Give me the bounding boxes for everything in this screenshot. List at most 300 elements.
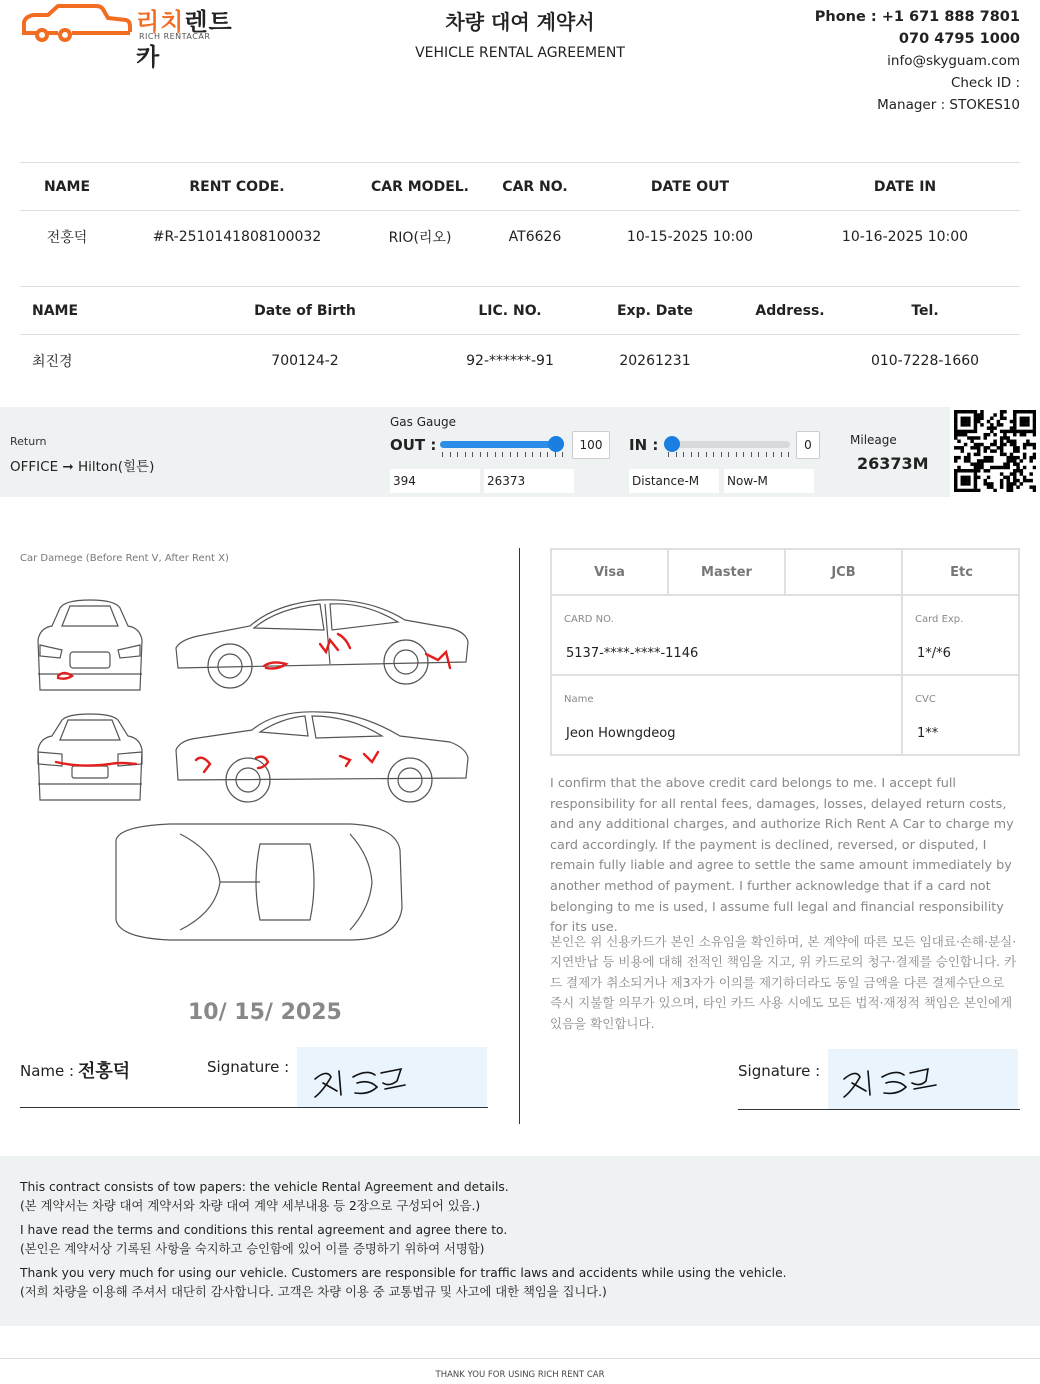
qr-module [1010,420,1013,423]
qr-module [993,426,996,429]
qr-module [977,413,980,416]
qr-module [1010,459,1013,462]
qr-module [1026,440,1029,443]
qr-module [961,449,964,452]
qr-module [1023,456,1026,459]
qr-module [1006,430,1009,433]
qr-module [984,459,987,462]
qr-module [964,430,967,433]
renter-name: 전홍덕 [46,229,88,246]
qr-module [1013,430,1016,433]
gauge-tick [676,452,677,457]
qr-module [954,430,957,433]
qr-module [1016,446,1019,449]
qr-module [1033,456,1036,459]
qr-module [1000,446,1003,449]
qr-module [1013,479,1016,482]
car-front-view [38,600,142,690]
qr-module [984,479,987,482]
qr-module [984,433,987,436]
qr-module [1010,482,1013,485]
notice-ko: 본인은 위 신용카드가 본인 소유임을 확인하며, 본 계약에 따른 모든 임대료·손해·분실·지연반납 등 비용에 대해 전적인 책임을 지고, 위 카드로의 청구·결제를 승인합니다. 카드 결제가 취소되거나 제3자가 이의를 제기하더라도 동일 금액을 다른 결제수단으로 즉시 지불할 의무가 있으며, 타인 카드 사용 시에도 모든 법적·재정적 책임은 본인에게 있음을 확인합니다. [550,934,1017,1031]
qr-module [1016,410,1019,413]
qr-module [1023,446,1026,449]
qr-module [1016,469,1019,472]
gas-out-ticks [442,452,562,458]
date-in: 10-16-2025 10:00 [841,228,969,245]
gauge-tick [465,452,466,457]
driver-lic-no: 92-******-91 [466,352,554,369]
qr-module [974,420,977,423]
qr-module [1020,430,1023,433]
qr-module [1023,453,1026,456]
qr-module [967,417,970,420]
qr-module [1033,426,1036,429]
gauge-tick [555,452,556,457]
qr-module [1003,443,1006,446]
qr-module [970,436,973,439]
in-now-field[interactable]: Now-M [724,469,814,493]
qr-module [1029,443,1032,446]
driver-table [20,286,1020,387]
qr-module [984,482,987,485]
qr-module [1000,466,1003,469]
phone: Phone : +1 671 888 7801 [814,9,1020,25]
qr-module [1006,436,1009,439]
qr-module [954,479,957,482]
gauge-tick [517,452,518,457]
out-distance-field[interactable]: 394 [390,469,480,493]
check-id: Check ID : [950,75,1020,91]
qr-module [997,466,1000,469]
out-now-field[interactable]: 26373 [484,469,574,493]
mileage-label: Mileage [850,433,897,447]
gas-in-knob[interactable] [664,436,680,452]
qr-module [1016,466,1019,469]
qr-module [964,417,967,420]
brand-name-rest: 렌트카 [136,8,233,71]
qr-module [1010,485,1013,488]
damage-date: 10/ 15/ 2025 [188,1000,342,1025]
term-2-ko: (본인은 계약서상 기록된 사항을 숙지하고 승인함에 있어 이를 증명하기 위하여 서명함) [20,1241,485,1256]
qr-module [967,459,970,462]
qr-module [1023,423,1026,426]
qr-module [1020,482,1023,485]
qr-module [954,472,957,475]
qr-module [1023,466,1026,469]
qr-module [977,489,980,492]
qr-module [1006,482,1009,485]
date-out: 10-15-2025 10:00 [626,228,754,245]
col-car-model: CAR MODEL. [360,163,480,211]
qr-module [993,413,996,416]
signature-icon [828,1049,1018,1109]
gauge-tick [781,452,782,457]
qr-module [1010,440,1013,443]
qr-module [957,446,960,449]
qr-module [954,459,957,462]
qr-module [990,485,993,488]
gauge-tick [495,452,496,457]
qr-module [961,420,964,423]
gauge-tick [668,452,669,457]
qr-module [967,479,970,482]
term-3 [20,1264,1020,1301]
qr-module [974,443,977,446]
qr-module [990,459,993,462]
car-side-view-left [176,712,468,802]
qr-module [954,476,957,479]
col-address: Address. [750,287,830,335]
qr-module [1003,436,1006,439]
col-date-out: DATE OUT [590,163,790,211]
qr-module [990,456,993,459]
qr-module [974,426,977,429]
qr-module [970,446,973,449]
qr-module [1000,449,1003,452]
card-brand-jcb[interactable]: JCB [786,550,903,596]
gauge-tick [472,452,473,457]
qr-module [967,430,970,433]
gas-out-fill [440,441,564,448]
email: info@skyguam.com [887,53,1020,69]
card-no-cell [552,596,903,676]
qr-module [1033,446,1036,449]
qr-module [1020,417,1023,420]
qr-module [954,410,957,413]
gauge-tick [502,452,503,457]
qr-module [1013,469,1016,472]
signature-label: Signature : [207,1058,290,1076]
table-row [20,335,1020,387]
qr-module [984,469,987,472]
qr-module [1033,417,1036,420]
card-cvc-value[interactable]: 1** [917,726,939,741]
qr-module [974,446,977,449]
qr-module [1016,456,1019,459]
car-logo-icon [18,2,134,46]
qr-module [954,469,957,472]
qr-module [977,449,980,452]
gauge-tick [706,452,707,457]
card-panel [550,548,1020,756]
qr-module [1020,459,1023,462]
card-brand-master[interactable]: Master [669,550,786,596]
card-no-value[interactable]: 5137-****-****-1146 [566,646,699,661]
gas-out-knob[interactable] [548,436,564,452]
qr-module [1029,479,1032,482]
qr-module [1000,485,1003,488]
qr-module [967,489,970,492]
qr-module [967,469,970,472]
qr-module [1013,413,1016,416]
qr-module [1026,420,1029,423]
signature-pad[interactable] [297,1047,487,1107]
footer-divider [0,1358,1040,1359]
qr-module [1010,430,1013,433]
qr-module [1023,430,1026,433]
gas-out-slider[interactable] [440,441,564,448]
qr-module [987,459,990,462]
qr-module [984,449,987,452]
qr-module [977,420,980,423]
term-1-ko: (본 계약서는 차량 대여 계약서와 차량 대여 계약 세부내용 등 2장으로 구성되어 있음.) [20,1198,481,1213]
gauge-tick [788,452,789,457]
notice-en: I confirm that the above credit card belongs to me. I accept full responsibility for all rental fees, damages, losses, delayed return costs, and any additional charges, and authorize Rich Rent A Car to charge my card accordingly. If the payment is declined, reversed, or disputed, I remain fully liable and agree to settle the same amount immediately by another method of payment. I further acknowledge that if a card not belonging to me is used, I assume full legal and financial responsibility for its use. [550,776,1014,936]
qr-module [954,489,957,492]
col-exp-date: Exp. Date [560,287,750,335]
qr-module [957,456,960,459]
qr-module [1026,479,1029,482]
gauge-tick [736,452,737,457]
qr-module [961,479,964,482]
qr-module [1023,410,1026,413]
driver-dob: 700124-2 [271,352,339,369]
qr-module [1013,420,1016,423]
qr-module [1010,426,1013,429]
qr-module [954,426,957,429]
qr-module [1013,449,1016,452]
qr-module [954,433,957,436]
qr-module [974,489,977,492]
qr-module [970,410,973,413]
qr-module [1016,430,1019,433]
qr-module [990,482,993,485]
qr-module [1023,479,1026,482]
qr-module [957,466,960,469]
col-rent-code: RENT CODE. [114,163,360,211]
gauge-tick [773,452,774,457]
qr-module [961,489,964,492]
card-signature-label: Signature : [738,1062,821,1080]
card-exp-value[interactable]: 1*/*6 [917,646,951,661]
qr-module [954,482,957,485]
contact-block [815,6,1020,116]
term-1 [20,1178,1020,1215]
qr-module [1033,420,1036,423]
qr-module [1013,443,1016,446]
qr-module [1029,410,1032,413]
qr-module [1003,410,1006,413]
qr-module [954,413,957,416]
qr-module [974,436,977,439]
qr-module [1003,466,1006,469]
qr-module [977,476,980,479]
col-dob: Date of Birth [150,287,460,335]
out-label: OUT : [390,436,437,454]
qr-module [954,446,957,449]
col-tel: Tel. [830,287,1020,335]
qr-module [1023,433,1026,436]
qr-module [1013,476,1016,479]
qr-module [964,423,967,426]
card-exp-cell [903,596,1020,676]
qr-module [954,417,957,420]
col-driver-name: NAME [20,287,150,335]
in-label: IN : [629,436,659,454]
qr-module [1033,453,1036,456]
in-distance-field[interactable]: Distance-M [629,469,719,493]
qr-module [987,426,990,429]
qr-module [1016,449,1019,452]
gas-in-slider[interactable] [664,441,790,448]
gauge-tick [480,452,481,457]
qr-module [980,466,983,469]
qr-module [1016,462,1019,465]
qr-module [970,469,973,472]
qr-module [1006,440,1009,443]
qr-module [964,420,967,423]
qr-module [1029,430,1032,433]
qr-module [970,440,973,443]
qr-module [1013,472,1016,475]
phone2: 070 4795 1000 [898,31,1020,47]
return-route: OFFICE ➞ Hilton(힐튼) [10,459,155,475]
qr-module [1006,459,1009,462]
qr-module [987,482,990,485]
qr-module [954,456,957,459]
qr-module [977,443,980,446]
card-name-value[interactable]: Jeon Howngdeog [566,726,676,741]
card-brand-visa[interactable]: Visa [552,550,669,596]
qr-module [977,417,980,420]
qr-module [1033,430,1036,433]
qr-module [987,456,990,459]
qr-module [997,446,1000,449]
return-label: Return [10,435,47,448]
qr-module [957,440,960,443]
qr-module [987,420,990,423]
qr-module [980,443,983,446]
qr-module [977,462,980,465]
qr-module [1023,420,1026,423]
gauge-tick [751,452,752,457]
qr-module [964,469,967,472]
rent-code: #R-2510141808100032 [152,228,322,245]
qr-module [1003,453,1006,456]
manager: Manager : STOKES10 [877,97,1020,113]
qr-module [1003,417,1006,420]
qr-module [1013,446,1016,449]
qr-module [1000,410,1003,413]
qr-module [987,446,990,449]
qr-module [1006,462,1009,465]
qr-module [1029,456,1032,459]
qr-module [1010,472,1013,475]
gauge-tick [510,452,511,457]
card-signature-pad[interactable] [828,1049,1018,1109]
term-2 [20,1221,1020,1258]
car-damage-diagram [20,590,490,960]
qr-module [1000,430,1003,433]
driver-name: 최진경 [32,353,73,370]
qr-module [1003,433,1006,436]
card-name-cell [552,676,903,756]
qr-module [1010,456,1013,459]
qr-module [961,469,964,472]
qr-module [1020,423,1023,426]
qr-module [970,489,973,492]
qr-module [961,433,964,436]
qr-module [980,413,983,416]
qr-module [1033,443,1036,446]
qr-module [957,430,960,433]
qr-module [967,456,970,459]
gauge-tick [713,452,714,457]
qr-module [1026,430,1029,433]
car-no: AT6626 [508,228,562,245]
qr-module [1003,476,1006,479]
qr-module [990,417,993,420]
qr-module [974,410,977,413]
qr-module [1006,466,1009,469]
qr-module [1013,426,1016,429]
qr-module [961,430,964,433]
qr-module [1020,433,1023,436]
mileage-value: 26373M [857,454,929,473]
qr-module [970,430,973,433]
term-3-ko: (저희 차량을 이용해 주셔서 대단히 감사합니다. 고객은 차량 이용 중 교통법규 및 사고에 대한 책임을 집니다.) [20,1284,607,1299]
name-signature-row [20,1048,488,1108]
col-date-in: DATE IN [790,163,1020,211]
card-brand-etc[interactable]: Etc [903,550,1020,596]
qr-module [984,456,987,459]
qr-module [993,440,996,443]
qr-module [1000,472,1003,475]
col-car-no: CAR NO. [480,163,590,211]
qr-module [993,443,996,446]
qr-module [954,485,957,488]
rental-header-row [20,163,1020,211]
qr-module [1000,417,1003,420]
damage-marks [56,634,450,772]
qr-module [1006,476,1009,479]
qr-module [961,482,964,485]
qr-module [974,430,977,433]
qr-module [1013,433,1016,436]
card-cvc-label: CVC [915,694,936,705]
qr-module [1010,489,1013,492]
qr-module [993,466,996,469]
gas-gauge-label: Gas Gauge [390,415,456,429]
qr-module [974,472,977,475]
driver-exp-date: 20261231 [619,352,691,369]
qr-module [964,479,967,482]
qr-module [967,436,970,439]
brand-name-accent: 리치 [136,8,185,36]
driver-header-row [20,287,1020,335]
qr-module [1006,485,1009,488]
car-top-view [116,824,402,940]
qr-module [990,430,993,433]
qr-module [977,459,980,462]
qr-module [1000,443,1003,446]
qr-module [964,482,967,485]
qr-module [974,476,977,479]
name-label: Name : [20,1062,75,1080]
qr-module [1000,423,1003,426]
page-title [320,6,720,61]
qr-module [990,443,993,446]
qr-module [1033,489,1036,492]
qr-module [967,453,970,456]
qr-module [970,462,973,465]
qr-module [967,423,970,426]
qr-module [1020,469,1023,472]
gas-in-ticks [668,452,788,458]
qr-module [990,449,993,452]
qr-module [957,410,960,413]
